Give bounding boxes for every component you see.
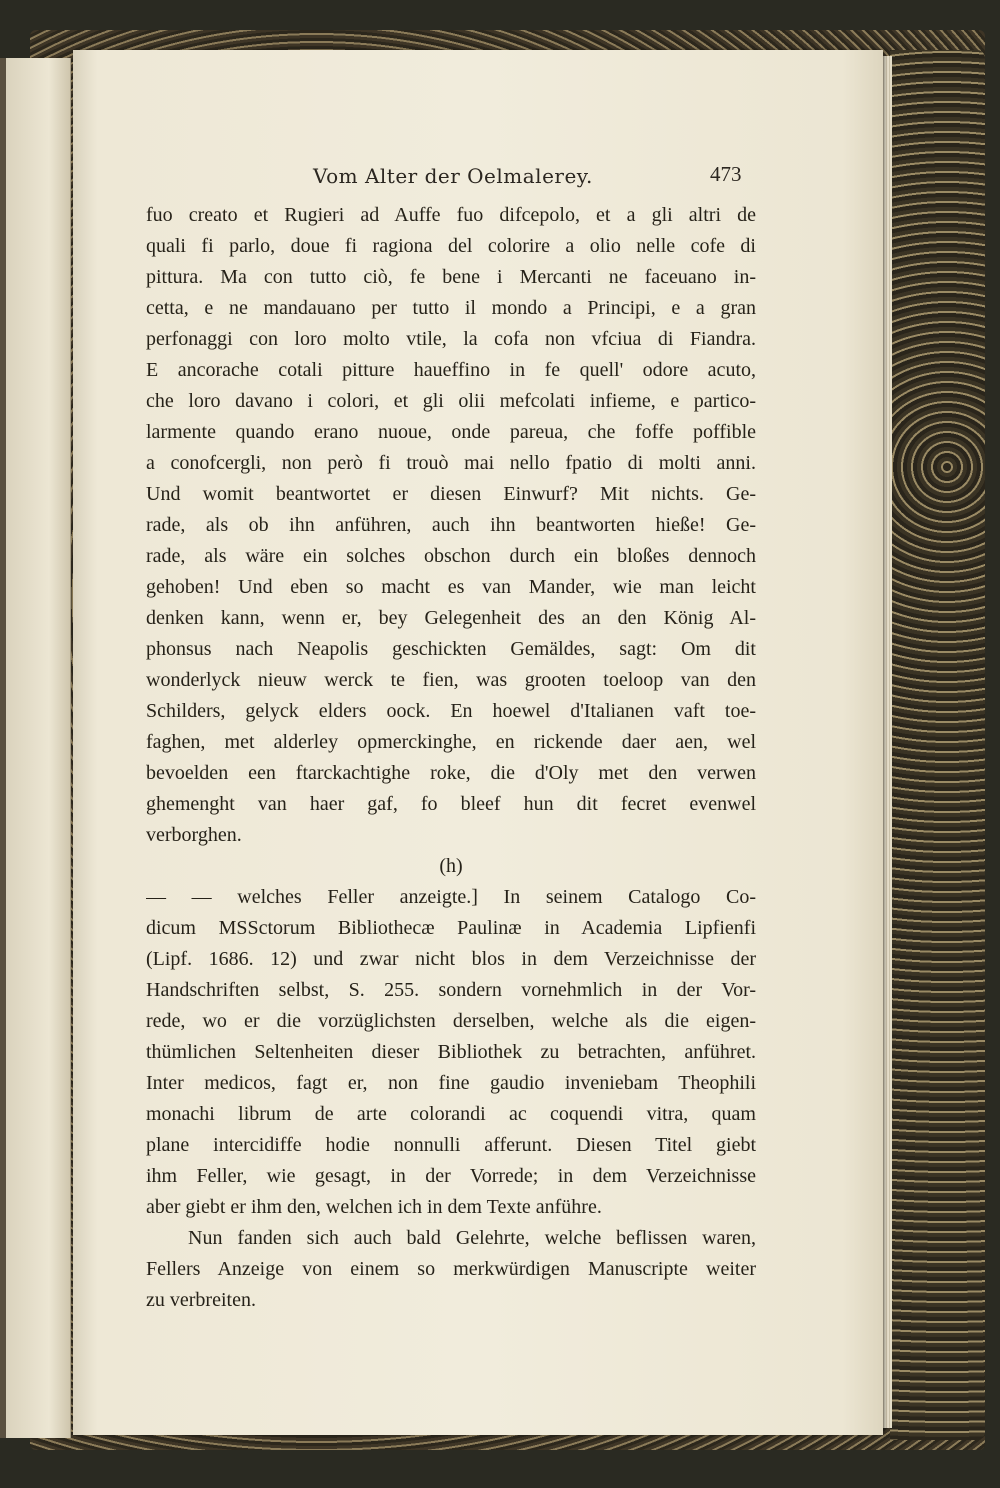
text-line: E ancorache cotali pitture haueffino in fe quell' odore acuto, — [146, 359, 756, 381]
facing-page-edge — [0, 58, 71, 1438]
text-line: wonderlyck nieuw werck te fien, was grooten toeloop van den — [146, 669, 756, 691]
marbled-board — [890, 50, 985, 1440]
text-line: thümlichen Seltenheiten dieser Bibliothek zu betrachten, anführet. — [146, 1041, 756, 1063]
text-line: gehoben! Und eben so macht es van Mander, wie man leicht — [146, 576, 756, 598]
text-line: rede, wo er die vorzüglichsten derselben, welche als die eigen- — [146, 1010, 756, 1032]
text-line: larmente quando erano nuoue, onde pareua, che foffe poffible — [146, 421, 756, 443]
left-binding-edge — [0, 58, 6, 1438]
text-line: denken kann, wenn er, bey Gelegenheit des an den König Al- — [146, 607, 756, 629]
page-number: 473 — [710, 162, 742, 186]
text-line: Schilders, gelyck elders oock. En hoewel d'Italianen vaft toe- — [146, 700, 756, 722]
text-line: a conofcergli, non però fi trouò mai nello fpatio di molti anni. — [146, 452, 756, 474]
text-line: ghemenght van haer gaf, fo bleef hun dit fecret evenwel — [146, 793, 756, 815]
text-line: rade, als wäre ein solches obschon durch ein bloßes dennoch — [146, 545, 756, 567]
text-line: — — welches Feller anzeigte.] In seinem Catalogo Co- — [146, 886, 756, 908]
text-line: che loro davano i colori, et gli olii mefcolati infieme, e partico- — [146, 390, 756, 412]
text-line: aber giebt er ihm den, welchen ich in dem Texte anführe. — [146, 1196, 602, 1218]
text-line: zu verbreiten. — [146, 1289, 256, 1311]
text-line: ihm Feller, wie gesagt, in der Vorrede; in dem Verzeichnisse — [146, 1165, 756, 1187]
text-line: monachi librum de arte colorandi ac coquendi vitra, quam — [146, 1103, 756, 1125]
text-line: pittura. Ma con tutto ciò, fe bene i Mercanti ne faceuano in- — [146, 266, 756, 288]
text-line: cetta, e ne mandauano per tutto il mondo a Principi, e a gran — [146, 297, 756, 319]
text-line: verborghen. — [146, 824, 242, 846]
text-line: dicum MSSctorum Bibliothecæ Paulinæ in Academia Lipfienfi — [146, 917, 756, 939]
text-line: faghen, met alderley opmerckinghe, en rickende daer aen, wel — [146, 731, 756, 753]
text-line: plane intercidiffe hodie nonnulli afferunt. Diesen Titel giebt — [146, 1134, 756, 1156]
text-line: perfonaggi con loro molto vtile, la cofa non vfciua di Fiandra. — [146, 328, 756, 350]
text-line: bevoelden een ftarckachtighe roke, die d'Oly met den verwen — [146, 762, 756, 784]
text-line: phonsus nach Neapolis geschickten Gemäldes, sagt: Om dit — [146, 638, 756, 660]
body-text — [146, 200, 756, 1316]
text-line: rade, als ob ihn anführen, auch ihn beantworten hieße! Ge- — [146, 514, 756, 536]
text-line: Nun fanden sich auch bald Gelehrte, welche beflissen waren, — [188, 1227, 756, 1249]
text-line: (Lipf. 1686. 12) und zwar nicht blos in dem Verzeichnisse der — [146, 948, 756, 970]
running-head: Vom Alter der Oelmalerey. — [313, 164, 593, 188]
text-line: Und womit beantwortet er diesen Einwurf? Mit nichts. Ge- — [146, 483, 756, 505]
text-line: Fellers Anzeige von einem so merkwürdigen Manuscripte weiter — [146, 1258, 756, 1280]
page-header — [73, 160, 883, 190]
book-page — [73, 50, 883, 1435]
text-line: (h) — [439, 855, 463, 877]
text-line: Inter medicos, fagt er, non fine gaudio inveniebam Theophili — [146, 1072, 756, 1094]
text-line: quali fi parlo, doue fi ragiona del colorire a olio nelle cofe di — [146, 235, 756, 257]
text-line: fuo creato et Rugieri ad Auffe fuo difcepolo, et a gli altri de — [146, 204, 756, 226]
text-line: Handschriften selbst, S. 255. sondern vornehmlich in der Vor- — [146, 979, 756, 1001]
